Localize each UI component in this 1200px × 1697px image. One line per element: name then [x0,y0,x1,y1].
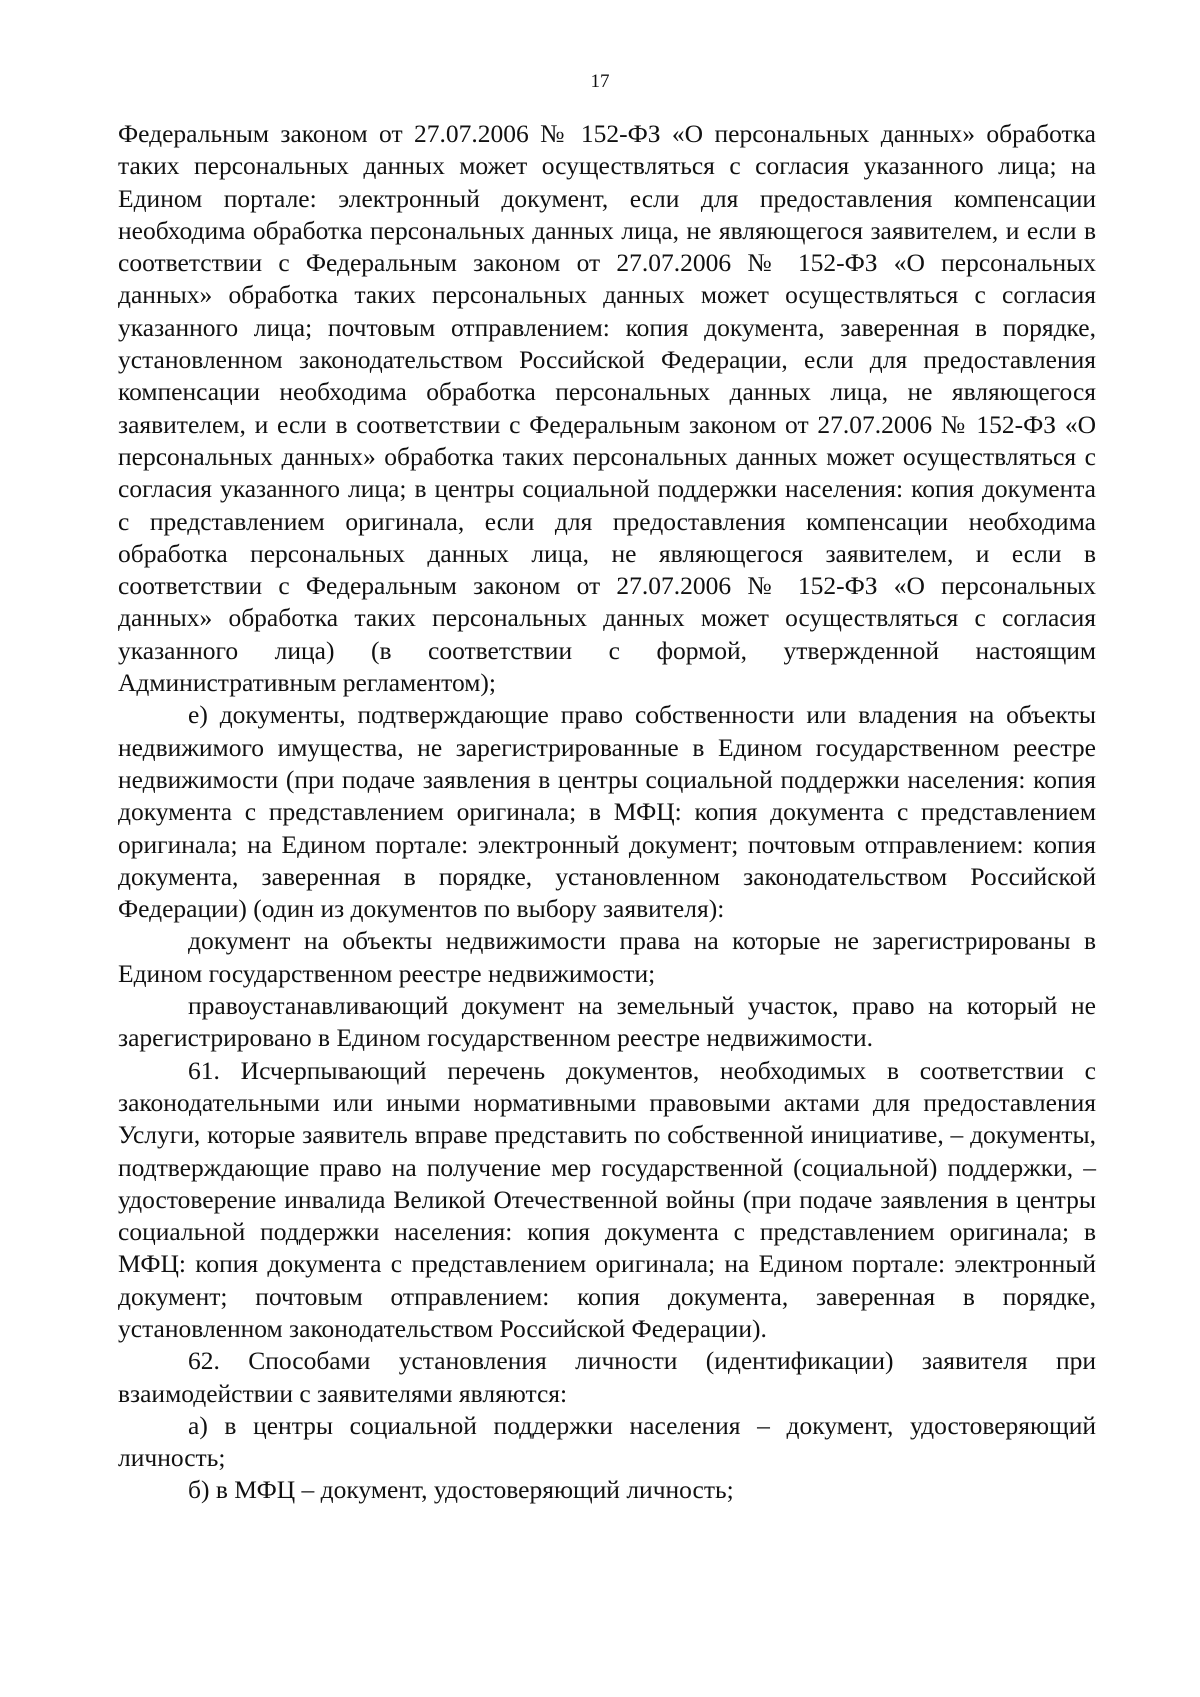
paragraph-real-estate-document: документ на объекты недвижимости права на которые не зарегистрированы в Едином государственном реестре недвижимости; [118,926,1096,988]
paragraph-clause-62: 62. Способами установления личности (идентификации) заявителя при взаимодействии с заявителями являются: [118,1346,1096,1408]
paragraph-item-b: б) в МФЦ – документ, удостоверяющий личность; [188,1475,734,1505]
page-number: 17 [590,71,610,92]
paragraph-item-a: а) в центры социальной поддержки населения – документ, удостоверяющий личность; [118,1410,1096,1473]
paragraph-item-e: е) документы, подтверждающие право собственности или владения на объекты недвижимого имущества, не зарегистрированные в Едином государственном реестре недвижимости (при подаче заявления в центры социальной поддержки населения: копия документа с представлением оригинала; в МФЦ: копия документа с представлением оригинала; на Едином портале: электронный документ; почтовым отправлением: копия документа, заверенная в порядке, установленном законодательством Российской Федерации) (один из документов по выбору заявителя): [118,700,1096,924]
paragraph-clause-61: 61. Исчерпывающий перечень документов, необходимых в соответствии с законодательными или иными нормативными правовыми актами для предоставления Услуги, которые заявитель вправе представить по собственной инициативе, – документы, подтверждающие право на получение мер государственной (социальной) поддержки, – удостоверение инвалида Великой Отечественной войны (при подаче заявления в центры социальной поддержки населения: копия документа с представлением оригинала; в МФЦ: копия документа с представлением оригинала; на Едином портале: электронный документ; почтовым отправлением: копия документа, заверенная в порядке, установленном законодательством Российской Федерации). [118,1055,1096,1343]
document-body [118,118,1096,1507]
paragraph-land-title-document: правоустанавливающий документ на земельный участок, право на который не зарегистрировано в Едином государственном реестре недвижимости. [118,991,1096,1053]
paragraph-continuation: Федеральным законом от 27.07.2006 № 152-ФЗ «О персональных данных» обработка таких персональных данных может осуществляться с согласия указанного лица; на Едином портале: электронный документ, если для предоставления компенсации необходима обработка персональных данных лица, не являющегося заявителем, и если в соответствии с Федеральным законом от 27.07.2006 № 152-ФЗ «О персональных данных» обработка таких персональных данных может осуществляться с согласия указанного лица; почтовым отправлением: копия документа, заверенная в порядке, установленном законодательством Российской Федерации, если для предоставления компенсации необходима обработка персональных данных лица, не являющегося заявителем, и если в соответствии с Федеральным законом от 27.07.2006 № 152-ФЗ «О персональных данных» обработка таких персональных данных может осуществляться с согласия указанного лица; в центры социальной поддержки населения: копия документа с представлением оригинала, если для предоставления компенсации необходима обработка персональных данных лица, не являющегося заявителем, и если в соответствии с Федеральным законом от 27.07.2006 № 152-ФЗ «О персональных данных» обработка таких персональных данных может осуществляться с согласия указанного лица) (в соответствии с формой, утвержденной настоящим Административным регламентом); [118,119,1096,698]
